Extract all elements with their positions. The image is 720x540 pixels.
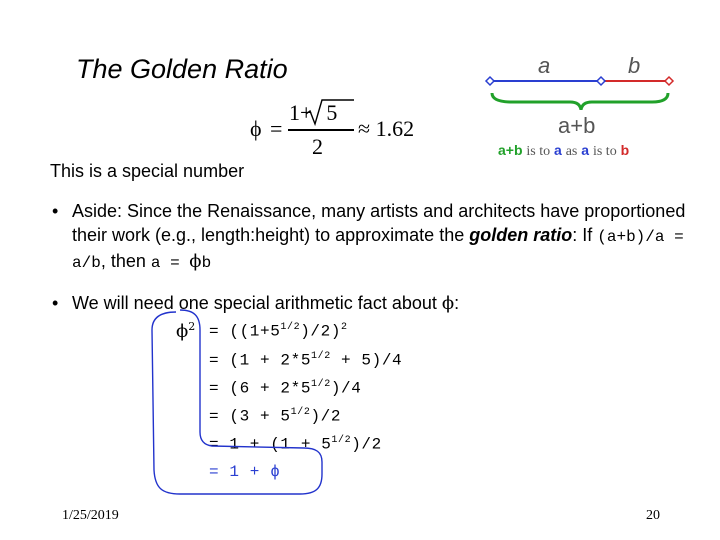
- bullet-aside-emphasis: golden ratio: [469, 225, 573, 245]
- segment-ab-label: a+b: [558, 113, 596, 138]
- footer-date: 1/25/2019: [62, 508, 119, 523]
- line-4-post: )/2: [310, 407, 342, 426]
- bullet-dot-icon: •: [52, 201, 59, 221]
- line-5-sup: 1/2: [331, 435, 352, 446]
- bullet-aside-text-3: , then: [100, 251, 146, 271]
- line-2-post: + 5)/4: [330, 351, 403, 370]
- derivation-line-4: [209, 407, 341, 425]
- line-1-pre: = ((1+5: [209, 322, 281, 341]
- bullet-aside-text: Aside: Since the Renaissance, many artists and architects have proportioned their work (e.g., length:height) to approximate the: [72, 201, 686, 245]
- derivation-lhs-phi: ϕ: [176, 321, 189, 342]
- line-1-sup: 1/2: [280, 322, 301, 333]
- line-3-sup: 1/2: [311, 379, 331, 390]
- caption-a1: a: [554, 142, 562, 158]
- ratio-caption: [498, 142, 629, 160]
- formula-equals: =: [270, 116, 283, 141]
- caption-is-to-2: is to: [592, 144, 617, 159]
- bullet-fact-text: We will need one special arithmetic fact about: [72, 293, 437, 313]
- bullet-fact-phi: ϕ: [441, 293, 455, 314]
- line-5-pre: = 1 + (1 + 5: [209, 435, 332, 454]
- bullet-aside-code-2: a =: [150, 254, 190, 272]
- segment-b-label: b: [628, 53, 641, 78]
- derivation-lhs-exponent: 2: [188, 320, 196, 333]
- bullet-fact-colon: :: [454, 293, 460, 313]
- derivation-line-1: [209, 322, 348, 340]
- subtitle: This is a special number: [50, 161, 245, 181]
- segment-a-label: a: [538, 53, 551, 78]
- line-1-sup2: 2: [341, 322, 348, 333]
- bullet-list: [50, 199, 690, 316]
- line-3-post: )/4: [330, 379, 362, 398]
- line-1-post: )/2): [300, 322, 342, 341]
- line-4-sup: 1/2: [290, 407, 311, 418]
- caption-b: b: [620, 142, 630, 158]
- formula-phi: ϕ: [250, 116, 262, 141]
- line-2-pre: = (1 + 2*5: [209, 351, 312, 370]
- golden-ratio-formula: [248, 96, 428, 162]
- line-4-pre: = (3 + 5: [209, 407, 291, 426]
- bullet-aside-code-1: (a+b)/a = a/b: [72, 228, 684, 272]
- formula-denominator: 2: [312, 134, 323, 159]
- line-3-pre: = (6 + 2*5: [209, 379, 312, 398]
- derivation-line-5: [209, 435, 382, 453]
- caption-as: as: [565, 144, 578, 159]
- golden-ratio-diagram: [484, 50, 684, 165]
- bullet-aside: [50, 199, 690, 275]
- line-2-sup: 1/2: [311, 351, 331, 362]
- formula-numerator-text: 1+: [289, 100, 313, 125]
- bullet-aside-phi: ϕ: [189, 251, 202, 272]
- derivation-line-2: [209, 351, 402, 369]
- page-number: 20: [646, 508, 660, 523]
- bullet-fact: [50, 291, 690, 316]
- bullet-dot-icon: •: [52, 293, 59, 313]
- fraction-bar: [288, 129, 354, 131]
- bullet-aside-code-3: b: [201, 254, 212, 272]
- formula-radicand: 5: [326, 100, 338, 125]
- sqrt-symbol-icon: [306, 98, 354, 128]
- caption-ab: a+b: [498, 142, 523, 158]
- derivation-final-line: = 1 + ϕ: [209, 463, 281, 481]
- bullet-aside-text-2: : If: [572, 225, 593, 245]
- segment-lines-icon: [484, 50, 684, 110]
- formula-approx-value: ≈ 1.62: [358, 116, 415, 141]
- slide-title: The Golden Ratio: [76, 54, 288, 84]
- derivation-line-3: [209, 379, 361, 397]
- derivation-lhs: [176, 320, 195, 342]
- caption-is-to: is to: [526, 144, 551, 159]
- line-5-post: )/2: [351, 435, 382, 454]
- caption-a2: a: [581, 142, 590, 158]
